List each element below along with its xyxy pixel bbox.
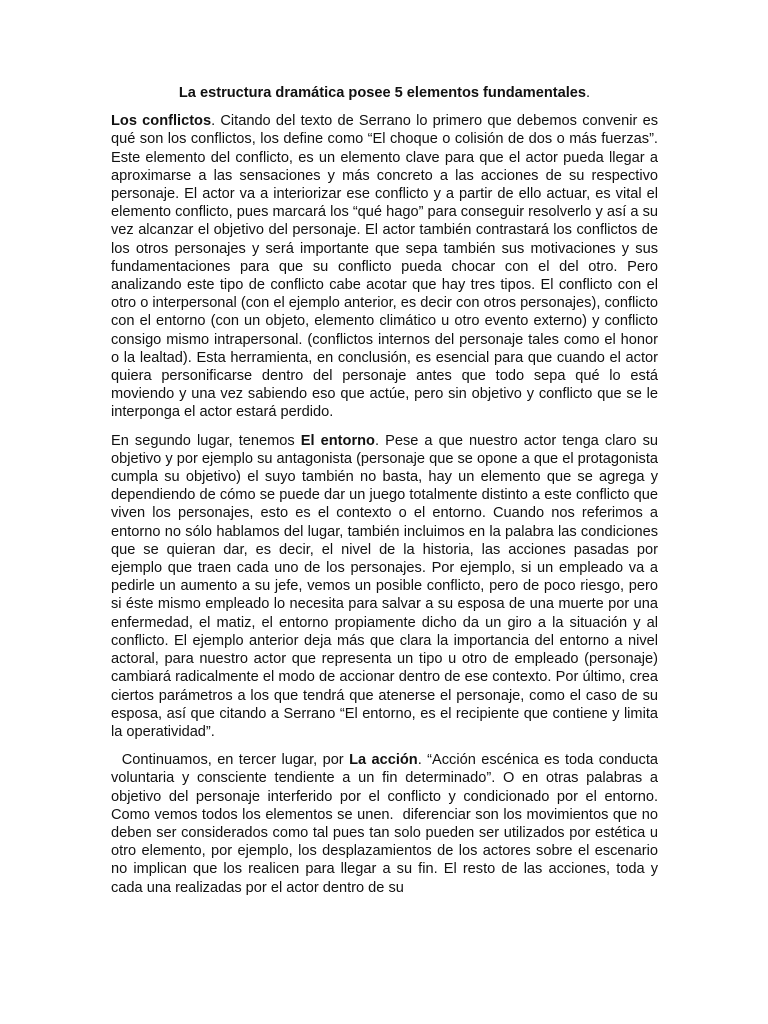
paragraph-keyword-bold: La acción [349, 752, 418, 769]
paragraph-conflictos [111, 112, 658, 421]
paragraph-lead-bold: Los conflictos [111, 113, 212, 130]
title-text: La estructura dramática posee 5 elementos fundamentales [178, 85, 587, 101]
paragraph-entorno [111, 432, 658, 741]
title-period: . [586, 85, 591, 101]
document-page [111, 84, 663, 907]
paragraph-keyword-bold: El entorno [300, 432, 375, 449]
paragraph-body: . Pese a que nuestro actor tenga claro su objetivo y por ejemplo su antagonista (personaje que se opone a que el protagonista cumpla su objetivo) el suyo también no basta, hay un elemento que se agrega y dependiendo de cómo se puede dar un juego totalmente distinto a este conflicto que viven los personajes, esto es el contexto o el entorno. Cuando nos referimos a entorno no sólo hablamos del lugar, también incluimos en la palabra las condiciones que se quieran dar, es decir, el nivel de la historia, las acciones pasadas por ejemplo que traen cada uno de los personajes. Por ejemplo, si un empleado va a pedirle un aumento a su jefe, vemos un posible conflicto, pero de poco riesgo, pero si éste mismo empleado lo necesita para salvar a su esposa de una muerte por una enfermedad, el matiz, el entorno propiamente dicho da un giro a la situación y al conflicto. El ejemplo anterior deja más que clara la importancia del entorno a nivel actoral, para nuestro actor que representa un tipo u otro de empleado (personaje) cambiará radicalmente el modo de accionar dentro de ese contexto. Por último, crea ciertos parámetros a los que tendrá que atenerse el personaje, como el caso de su esposa, así que citando a Serrano “El entorno, es el recipiente que contiene y limita la operatividad”. [111, 432, 658, 740]
paragraph-accion [111, 751, 663, 897]
paragraph-body: . Citando del texto de Serrano lo primero que debemos convenir es qué son los conflictos, los define como “El choque o colisión de dos o más fuerzas”. Este elemento del conflicto, es un elemento clave para que el actor pueda llegar a aproximarse a las sensaciones y más concreto a las acciones de su respectivo personaje. El actor va a interiorizar ese conflicto y a partir de ello actuar, es vital el elemento conflicto, pues marcará los “qué hago” para conseguir resolverlo y así a su vez alcanzar el objetivo del personaje. El actor también contrastará los conflictos de los otros personajes y será importante que sepa también sus motivaciones y sus fundamentaciones para que su conflicto pueda chocar con el del otro. Pero analizando este tipo de conflicto cabe acotar que hay tres tipos. El conflicto con el otro o interpersonal (con el ejemplo anterior, es decir con otros personajes), conflicto con el entorno (con un objeto, elemento climático u otro evento externo) y conflicto consigo mismo intrapersonal. (conflictos internos del personaje tales como el honor o la lealtad). Esta herramienta, en conclusión, es esencial para que cuando el actor quiera personificarse dentro del personaje antes que todo sepa qué lo está moviendo y una vez sabiendo eso que actúe, pero sin objetivo y conflicto que se le interponga el actor estará perdido. [111, 113, 658, 421]
paragraph-body: . “Acción escénica es toda conducta voluntaria y consciente tendiente a un fin determinado”. O en otras palabras a objetivo del personaje interferido por el conflicto y condicionado por el entorno. Como vemos todos los elementos se unen. diferenciar son los movimientos que no deben ser considerados como tal pues tan solo pueden ser utilizados por estética u otro elemento, por ejemplo, los desplazamientos de los actores sobre el escenario no implican que los realicen para llegar a su fin. El resto de las acciones, toda y cada una realizadas por el actor dentro de su [111, 752, 663, 896]
paragraph-intro: Continuamos, en tercer lugar, por [111, 752, 350, 769]
paragraph-intro: En segundo lugar, tenemos [111, 432, 301, 449]
document-title [111, 84, 658, 102]
